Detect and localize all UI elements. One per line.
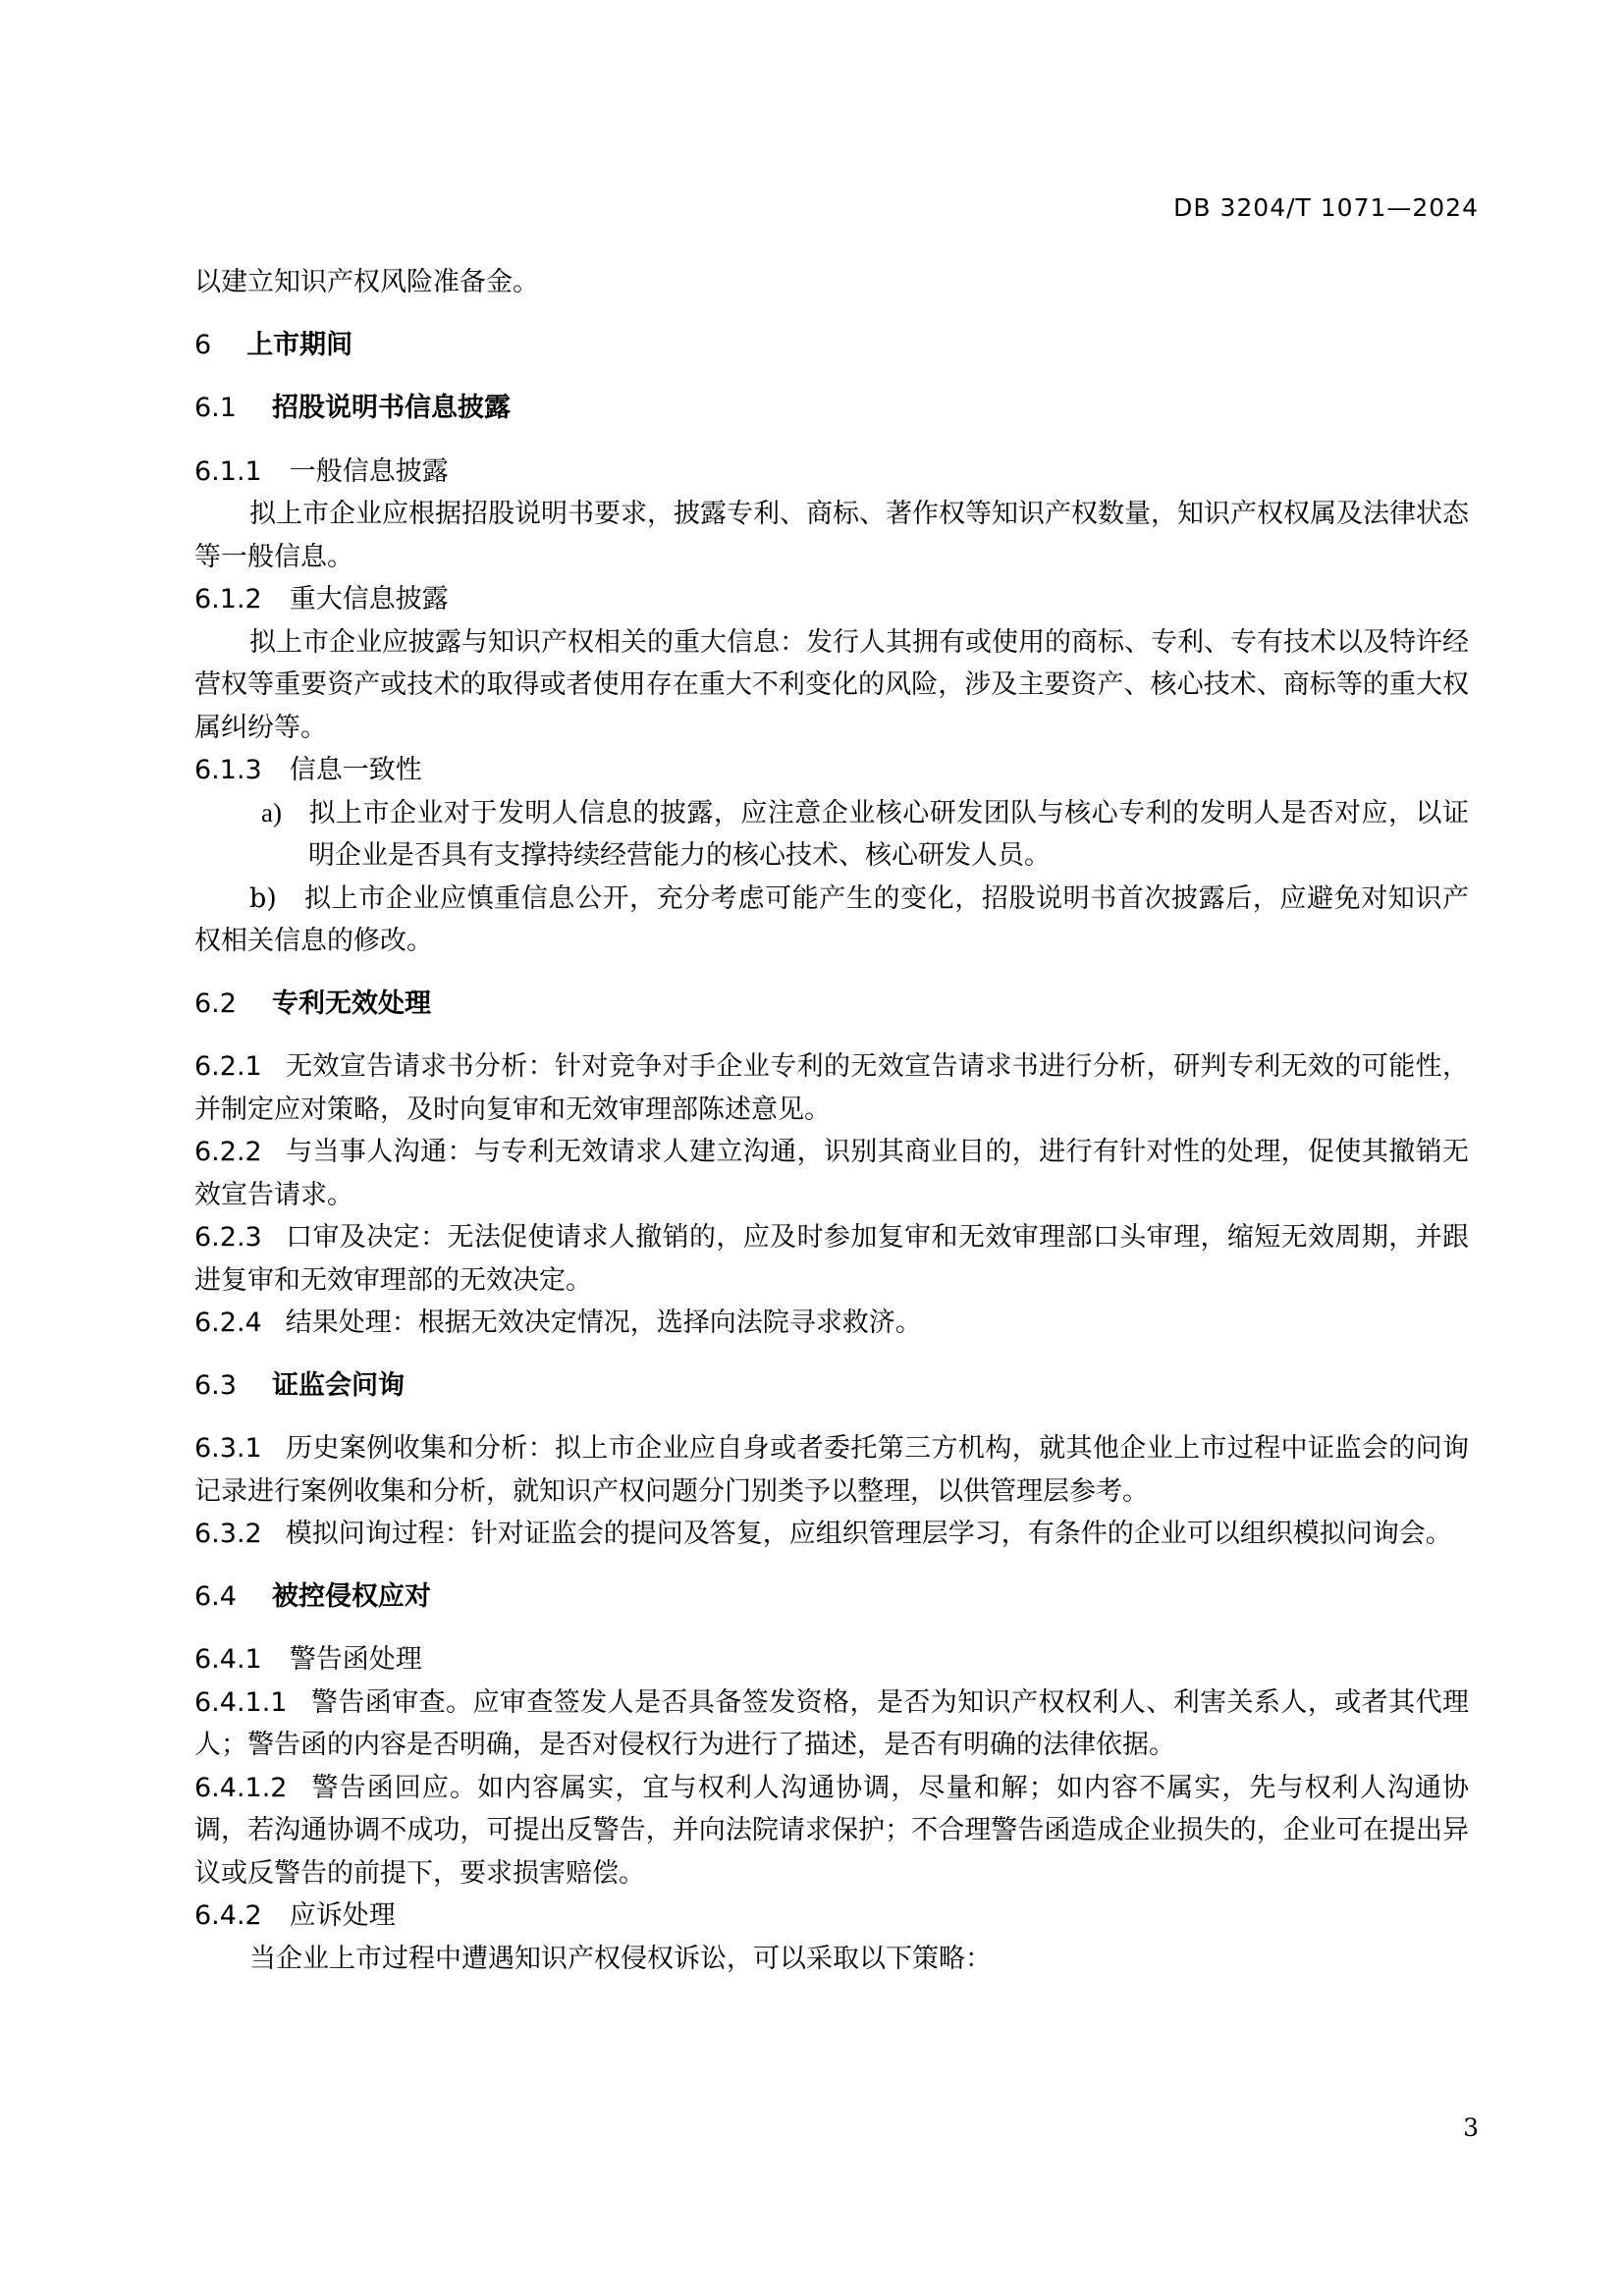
clause-paragraph [194,1302,1469,1345]
section-heading-h2 [194,1364,1469,1408]
clause-text: 与当事人沟通：与专利无效请求人建立沟通，识别其商业目的，进行有针对性的处理，促使其撤销无效宣告请求。 [194,1137,1469,1210]
section-number: 6.2 [194,988,237,1019]
paragraph-text: b) 拟上市企业应慎重信息公开，充分考虑可能产生的变化，招股说明书首次披露后，应避免对知识产权相关信息的修改。 [194,882,1469,956]
paragraph-text: 当企业上市过程中遭遇知识产权侵权诉讼，可以采取以下策略： [249,1943,992,1974]
clause-paragraph [194,1682,1469,1767]
clause-paragraph [194,1767,1469,1896]
section-number: 6.1.3 [194,755,262,785]
clause-number: 6.2.1 [194,1051,262,1082]
document-code-header: DB 3204/T 1071—2024 [1173,193,1479,222]
section-number: 6 [194,329,212,360]
section-title: 上市期间 [246,329,353,360]
paragraph-text: 拟上市企业应根据招股说明书要求，披露专利、商标、著作权等知识产权数量，知识产权权属及法律状态等一般信息。 [194,499,1469,572]
section-heading-h3 [194,578,1469,621]
clause-number: 6.2.3 [194,1222,262,1253]
clause-text: 历史案例收集和分析：拟上市企业应自身或者委托第三方机构，就其他企业上市过程中证监会的问询记录进行案例收集和分析，就知识产权问题分门别类予以整理，以供管理层参考。 [194,1433,1469,1507]
indented-paragraph [194,1938,1469,1981]
section-title: 专利无效处理 [271,988,431,1019]
clause-text: 结果处理：根据无效决定情况，选择向法院寻求救济。 [285,1308,922,1338]
document-body [194,261,1469,1980]
clause-text: 模拟问询过程：针对证监会的提问及答复，应组织管理层学习，有条件的企业可以组织模拟问询会。 [285,1519,1452,1549]
list-marker: a) [261,797,282,828]
section-number: 6.4.2 [194,1900,262,1931]
section-heading-h2 [194,387,1469,430]
clause-number: 6.2.2 [194,1137,262,1167]
clause-text: 无效宣告请求书分析：针对竞争对手企业专利的无效宣告请求书进行分析，研判专利无效的可能性，并制定应对策略，及时向复审和无效审理部陈述意见。 [194,1051,1469,1125]
clause-number: 6.3.2 [194,1519,262,1549]
clause-number: 6.4.1.2 [194,1772,288,1803]
clause-number: 6.4.1.1 [194,1686,288,1718]
section-number: 6.4 [194,1580,237,1612]
section-number: 6.4.1 [194,1644,262,1675]
clause-number: 6.3.1 [194,1433,262,1464]
section-title: 被控侵权应对 [271,1580,431,1612]
section-number: 6.1.2 [194,584,262,614]
section-heading-h3 [194,1895,1469,1938]
section-heading-h3 [194,451,1469,494]
list-item-text: 拟上市企业对于发明人信息的披露，应注意企业核心研发团队与核心专利的发明人是否对应，以证明企业是否具有支撑持续经营能力的核心技术、核心研发人员。 [308,797,1469,871]
section-heading-h2 [194,983,1469,1026]
section-title: 一般信息披露 [289,455,449,487]
page-number: 3 [1463,2113,1479,2142]
clause-paragraph [194,1513,1469,1556]
section-title: 应诉处理 [289,1900,396,1931]
clause-text: 警告函回应。如内容属实，宜与权利人沟通协调，尽量和解；如内容不属实，先与权利人沟通协调，若沟通协调不成功，可提出反警告，并向法院请求保护；不合理警告函造成企业损失的，企业可在提出异议或反警告的前提下，要求损害赔偿。 [194,1772,1469,1889]
section-title: 警告函处理 [289,1644,422,1675]
section-number: 6.3 [194,1369,237,1401]
paragraph-text: 以建立知识产权风险准备金。 [194,267,539,297]
section-number: 6.1 [194,393,237,423]
section-heading-h1 [194,324,1469,367]
indented-paragraph [194,878,1469,963]
section-number: 6.1.1 [194,455,262,487]
list-item [194,792,1469,878]
section-title: 证监会问询 [271,1369,405,1401]
indented-paragraph [194,621,1469,750]
section-title: 重大信息披露 [289,584,449,614]
clause-text: 口审及决定：无法促使请求人撤销的，应及时参加复审和无效审理部口头审理，缩短无效周期，并跟进复审和无效审理部的无效决定。 [194,1222,1469,1296]
clause-paragraph [194,1216,1469,1302]
paragraph-text: 拟上市企业应披露与知识产权相关的重大信息：发行人其拥有或使用的商标、专利、专有技术以及特许经营权等重要资产或技术的取得或者使用存在重大不利变化的风险，涉及主要资产、核心技术、商标等的重大权属纠纷等。 [194,626,1469,743]
section-title: 信息一致性 [289,755,422,785]
clause-paragraph [194,1427,1469,1513]
section-heading-h3 [194,749,1469,792]
section-heading-h2 [194,1575,1469,1619]
section-title: 招股说明书信息披露 [271,393,511,423]
paragraph [194,261,1469,304]
section-heading-h3 [194,1638,1469,1682]
clause-paragraph [194,1045,1469,1131]
clause-text: 警告函审查。应审查签发人是否具备签发资格，是否为知识产权权利人、利害关系人，或者其代理人；警告函的内容是否明确，是否对侵权行为进行了描述，是否有明确的法律依据。 [194,1686,1469,1760]
indented-paragraph [194,493,1469,578]
clause-paragraph [194,1131,1469,1216]
clause-number: 6.2.4 [194,1308,262,1338]
